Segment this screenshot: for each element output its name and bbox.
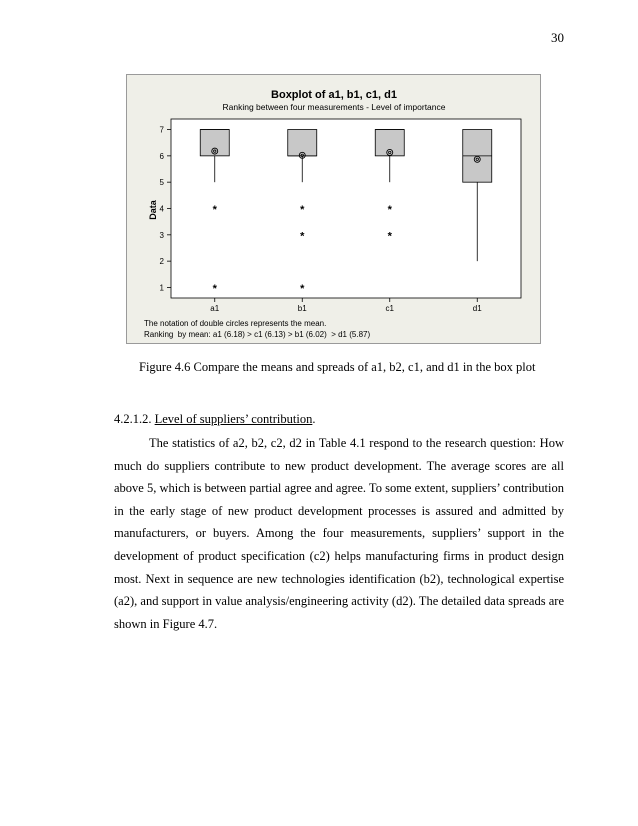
y-tick-label: 7 xyxy=(159,125,164,135)
y-axis-label: Data xyxy=(148,200,158,220)
y-tick-label: 3 xyxy=(159,230,164,240)
box-rect-c1 xyxy=(375,130,404,156)
chart-subtitle: Ranking between four measurements - Level of importance xyxy=(222,102,446,112)
section-title-period: . xyxy=(312,412,316,426)
outlier-c1: * xyxy=(387,204,392,216)
outlier-c1: * xyxy=(387,230,392,243)
outlier-a1: * xyxy=(212,282,217,295)
outlier-a1: * xyxy=(212,204,217,216)
box-rect-a1 xyxy=(200,130,229,156)
outlier-b1: * xyxy=(300,230,305,243)
chart-note-mean: The notation of double circles represents the mean. xyxy=(144,319,327,328)
y-tick-label: 2 xyxy=(159,257,164,267)
boxplot-figure xyxy=(126,74,541,344)
x-tick-label: b1 xyxy=(297,304,307,313)
page-number: 30 xyxy=(551,30,564,45)
x-tick-label: d1 xyxy=(472,304,482,313)
x-tick-label: a1 xyxy=(210,304,220,313)
y-tick-label: 5 xyxy=(159,178,164,188)
section-number: 4.2.1.2. xyxy=(114,412,152,426)
figure-caption: Figure 4.6 Compare the means and spreads of a1, b2, c1, and d1 in the box plot xyxy=(139,360,536,374)
y-tick-label: 1 xyxy=(159,283,164,293)
body-paragraph: The statistics of a2, b2, c2, d2 in Table 4.1 respond to the research question: How much do suppliers contribute to new product development. The average scores are all above 5, which is between partial agree and agree. To some extent, suppliers’ contribution in the early stage of new product development processes is assured and admitted by manufacturers, or buyers. Among the four measurements, suppliers’ support in the development of product specification (c2) helps manufacturing firms in product design most. Next in sequence are new technologies identification (b2), technological expertise (a2), and support in value analysis/engineering activity (d2). The detailed data spreads are shown in Figure 4.7. xyxy=(114,436,564,631)
y-tick-label: 6 xyxy=(159,151,164,161)
x-tick-label: c1 xyxy=(385,304,394,313)
chart-note-ranking: Ranking by mean: a1 (6.18) > c1 (6.13) > b1 (6.02) > d1 (5.87) xyxy=(144,330,371,339)
boxplot-chart xyxy=(126,74,541,344)
section-heading xyxy=(114,412,315,427)
section-title: Level of suppliers’ contribution xyxy=(154,412,313,426)
outlier-b1: * xyxy=(300,204,305,216)
chart-title: Boxplot of a1, b1, c1, d1 xyxy=(271,89,397,101)
y-tick-label: 4 xyxy=(159,204,164,214)
outlier-b1: * xyxy=(300,282,305,295)
